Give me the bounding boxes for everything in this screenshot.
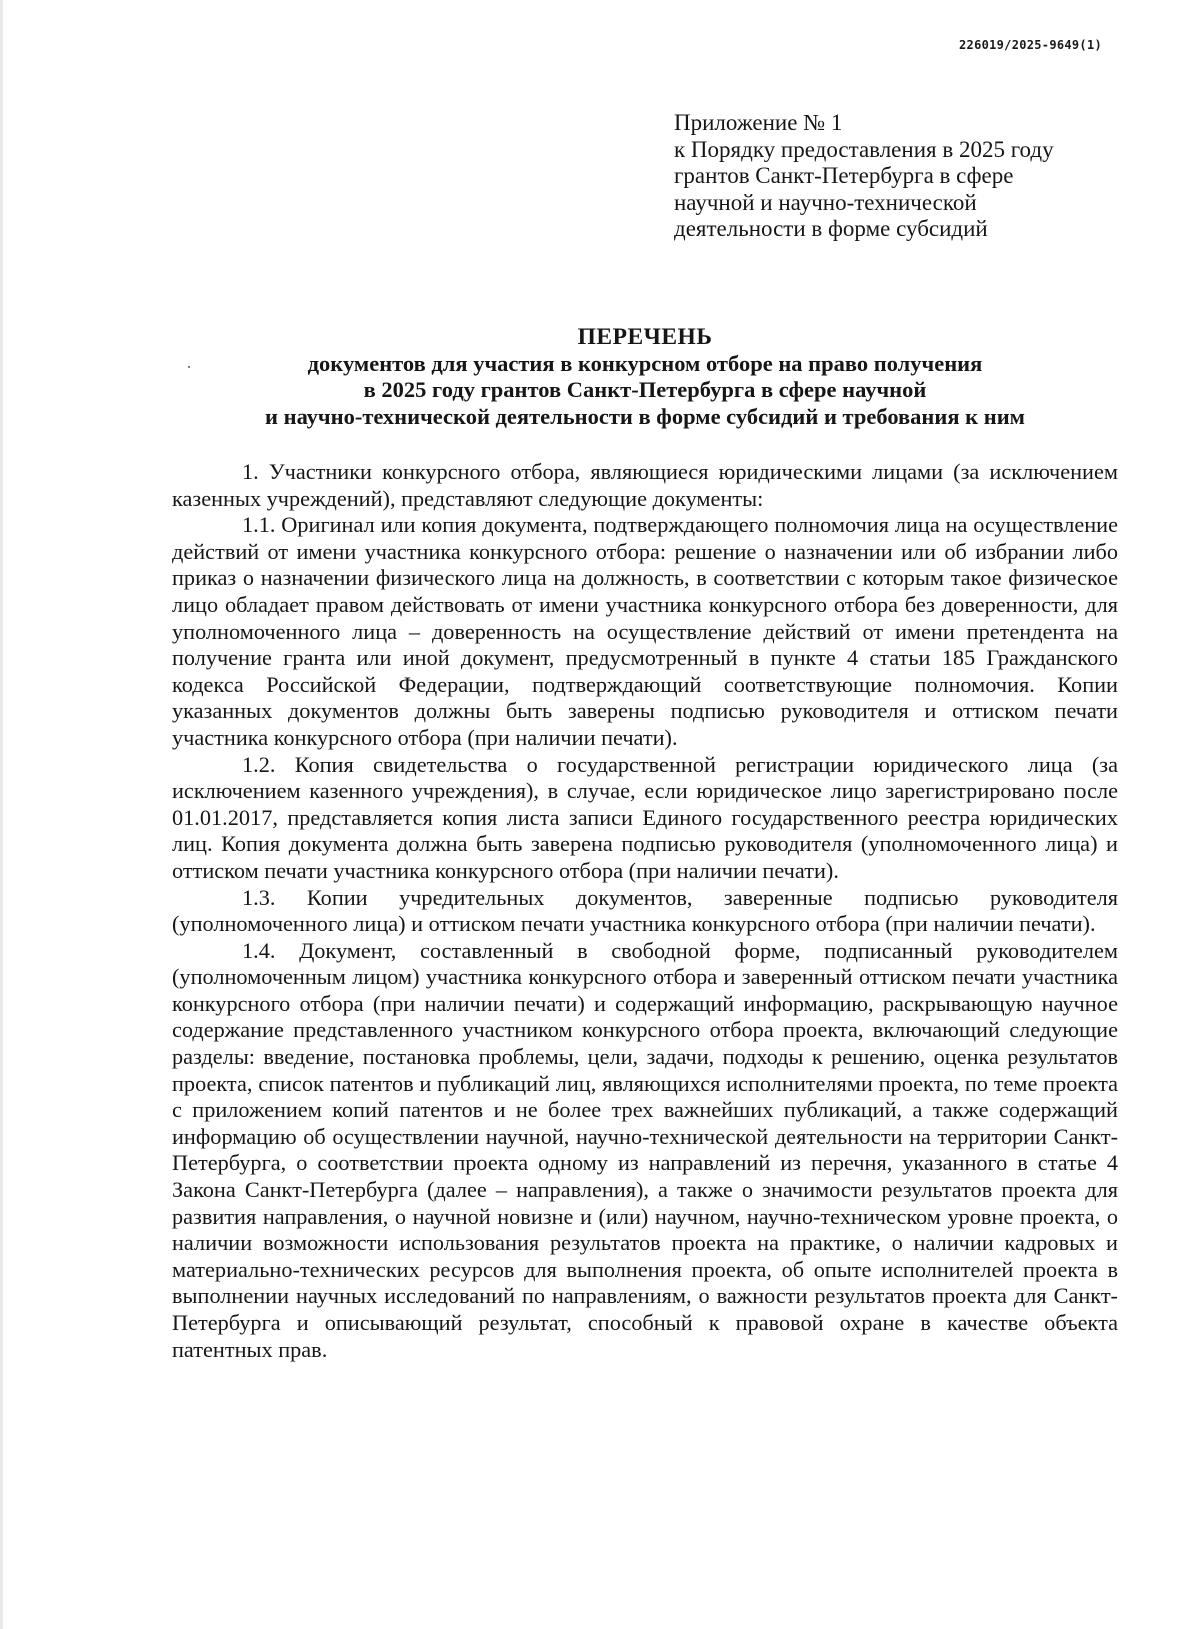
paragraph-1-3: 1.3. Копии учредительных документов, заверенные подписью руководителя (уполномоченного лица) и оттиском печати участника конкурсного отбора (при наличии печати). bbox=[172, 884, 1118, 937]
appendix-line: научной и научно-технической bbox=[674, 189, 977, 215]
scan-edge bbox=[0, 0, 3, 1629]
paragraph-1: 1. Участники конкурсного отбора, являющиеся юридическими лицами (за исключением казенных учреждений), представляют следующие документы: bbox=[172, 459, 1118, 511]
paragraph-1-2: 1.2. Копия свидетельства о государственной регистрации юридического лица (за исключением казенного учреждения), в случае, если юридическое лицо зарегистрировано после 01.01.2017, представляется копия листа записи Единого государственного реестра юридических лиц. Копия документа должна быть заверена подписью руководителя (уполномоченного лица) и оттиском печати участника конкурсного отбора (при наличии печати). bbox=[172, 751, 1118, 883]
title-main: ПЕРЕЧЕНЬ bbox=[577, 324, 713, 350]
appendix-line: к Порядку предоставления в 2025 году bbox=[674, 136, 1054, 162]
appendix-line: деятельности в форме субсидий bbox=[674, 216, 988, 241]
paragraph-1-1: 1.1. Оригинал или копия документа, подтверждающего полномочия лица на осуществление действий от имени участника конкурсного отбора: решение о назначении или об избрании либо приказ о назначении физического лица на должность, в соответствии с которым такое физическое лицо обладает правом действовать от имени участника конкурсного отбора без доверенности, для уполномоченного лица – доверенность на осуществление действий от имени претендента на получение гранта или иной документ, предусмотренный в пункте 4 статьи 185 Гражданского кодекса Российской Федерации, подтверждающий соответствующие полномочия. Копии указанных документов должны быть заверены подписью руководителя и оттиском печати участника конкурсного отбора (при наличии печати). bbox=[172, 512, 1118, 750]
appendix-line: Приложение № 1 bbox=[674, 110, 843, 135]
appendix-line: грантов Санкт-Петербурга в сфере bbox=[674, 163, 1014, 188]
paragraph-1-4: 1.4. Документ, составленный в свободной форме, подписанный руководителем (уполномоченным лицом) участника конкурсного отбора и заверенный оттиском печати участника конкурсного отбора (при наличии печати) и содержащий информацию, раскрывающую научное содержание представленного участником конкурсного отбора проекта, включающий следующие разделы: введение, постановка проблемы, цели, задачи, подходы к решению, оценка результатов проекта, список патентов и публикаций лиц, являющихся исполнителями проекта, по теме проекта с приложением копий патентов и не более трех важнейших публикаций, а также содержащий информацию об осуществлении научной, научно-технической деятельности на территории Санкт-Петербурга, о соответствии проекта одному из направлений из перечня, указанного в статье 4 Закона Санкт-Петербурга (далее – направления), а также о значимости результатов проекта для развития направления, о научной новизне и (или) научном, научно-техническом уровне проекта, о наличии возможности использования результатов проекта на практике, о наличии кадровых и материально-технических ресурсов для выполнения проекта, об опыте исполнителей проекта в выполнении научных исследований по направлениям, о важности результатов проекта для Санкт-Петербурга и описывающий результат, способный к правовой охране в качестве объекта патентных прав. bbox=[172, 937, 1118, 1362]
document-reference-number: 226019/2025-9649(1) bbox=[959, 38, 1102, 52]
title-line: и научно-технической деятельности в форме субсидий и требования к ним bbox=[265, 403, 1025, 429]
document-body bbox=[172, 459, 1118, 1363]
title-line: в 2025 году грантов Санкт-Петербурга в сфере научной bbox=[363, 377, 927, 402]
title-line: документов для участия в конкурсном отборе на право получения bbox=[307, 350, 983, 376]
appendix-header bbox=[674, 110, 1114, 243]
document-title bbox=[150, 324, 1140, 430]
